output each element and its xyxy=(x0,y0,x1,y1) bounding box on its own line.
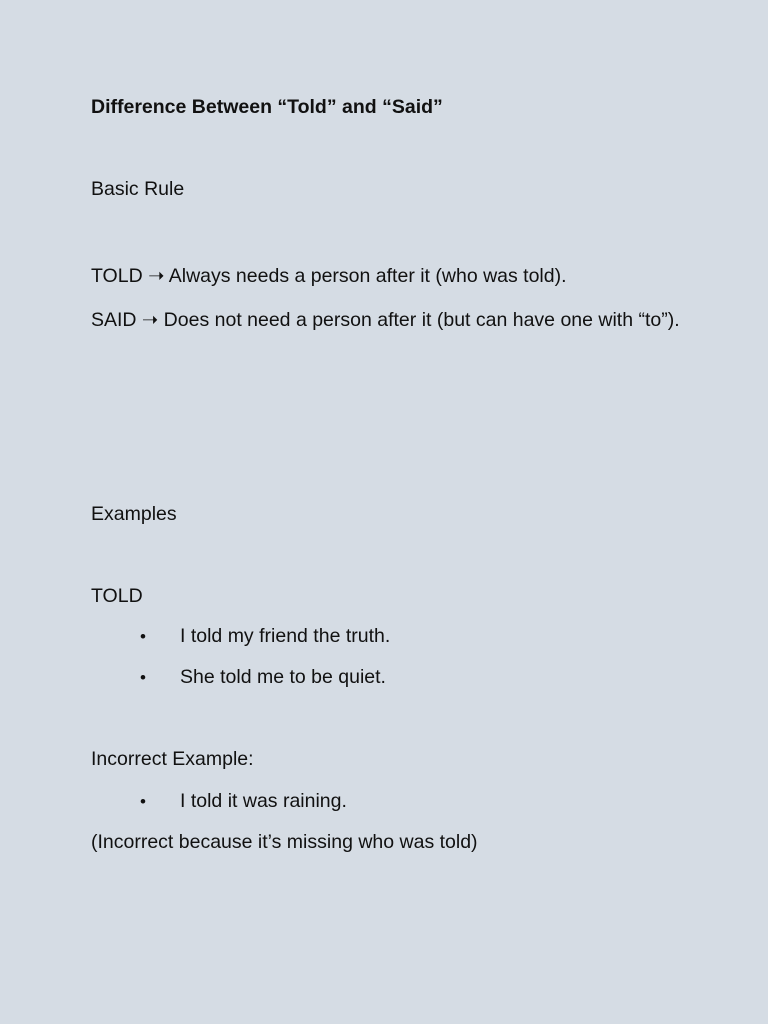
told-example-text: I told my friend the truth. xyxy=(180,625,391,647)
list-item xyxy=(140,624,390,649)
list-item xyxy=(140,665,386,690)
bullet-icon: • xyxy=(140,792,146,811)
told-example-text: She told me to be quiet. xyxy=(180,666,386,688)
incorrect-note: (Incorrect because it’s missing who was told) xyxy=(91,831,478,853)
list-item xyxy=(140,789,347,814)
examples-heading: Examples xyxy=(91,503,177,525)
basic-rule-heading: Basic Rule xyxy=(91,178,185,200)
told-heading: TOLD xyxy=(91,585,143,607)
bullet-icon: • xyxy=(140,627,146,646)
incorrect-heading: Incorrect Example: xyxy=(91,748,254,770)
rule-said: SAID ➝ Does not need a person after it (but can have one with “to”). xyxy=(91,309,680,331)
incorrect-example-text: I told it was raining. xyxy=(180,790,347,812)
bullet-icon: • xyxy=(140,668,146,687)
rule-told: TOLD ➝ Always needs a person after it (who was told). xyxy=(91,265,567,287)
document-title: Difference Between “Told” and “Said” xyxy=(91,96,443,118)
